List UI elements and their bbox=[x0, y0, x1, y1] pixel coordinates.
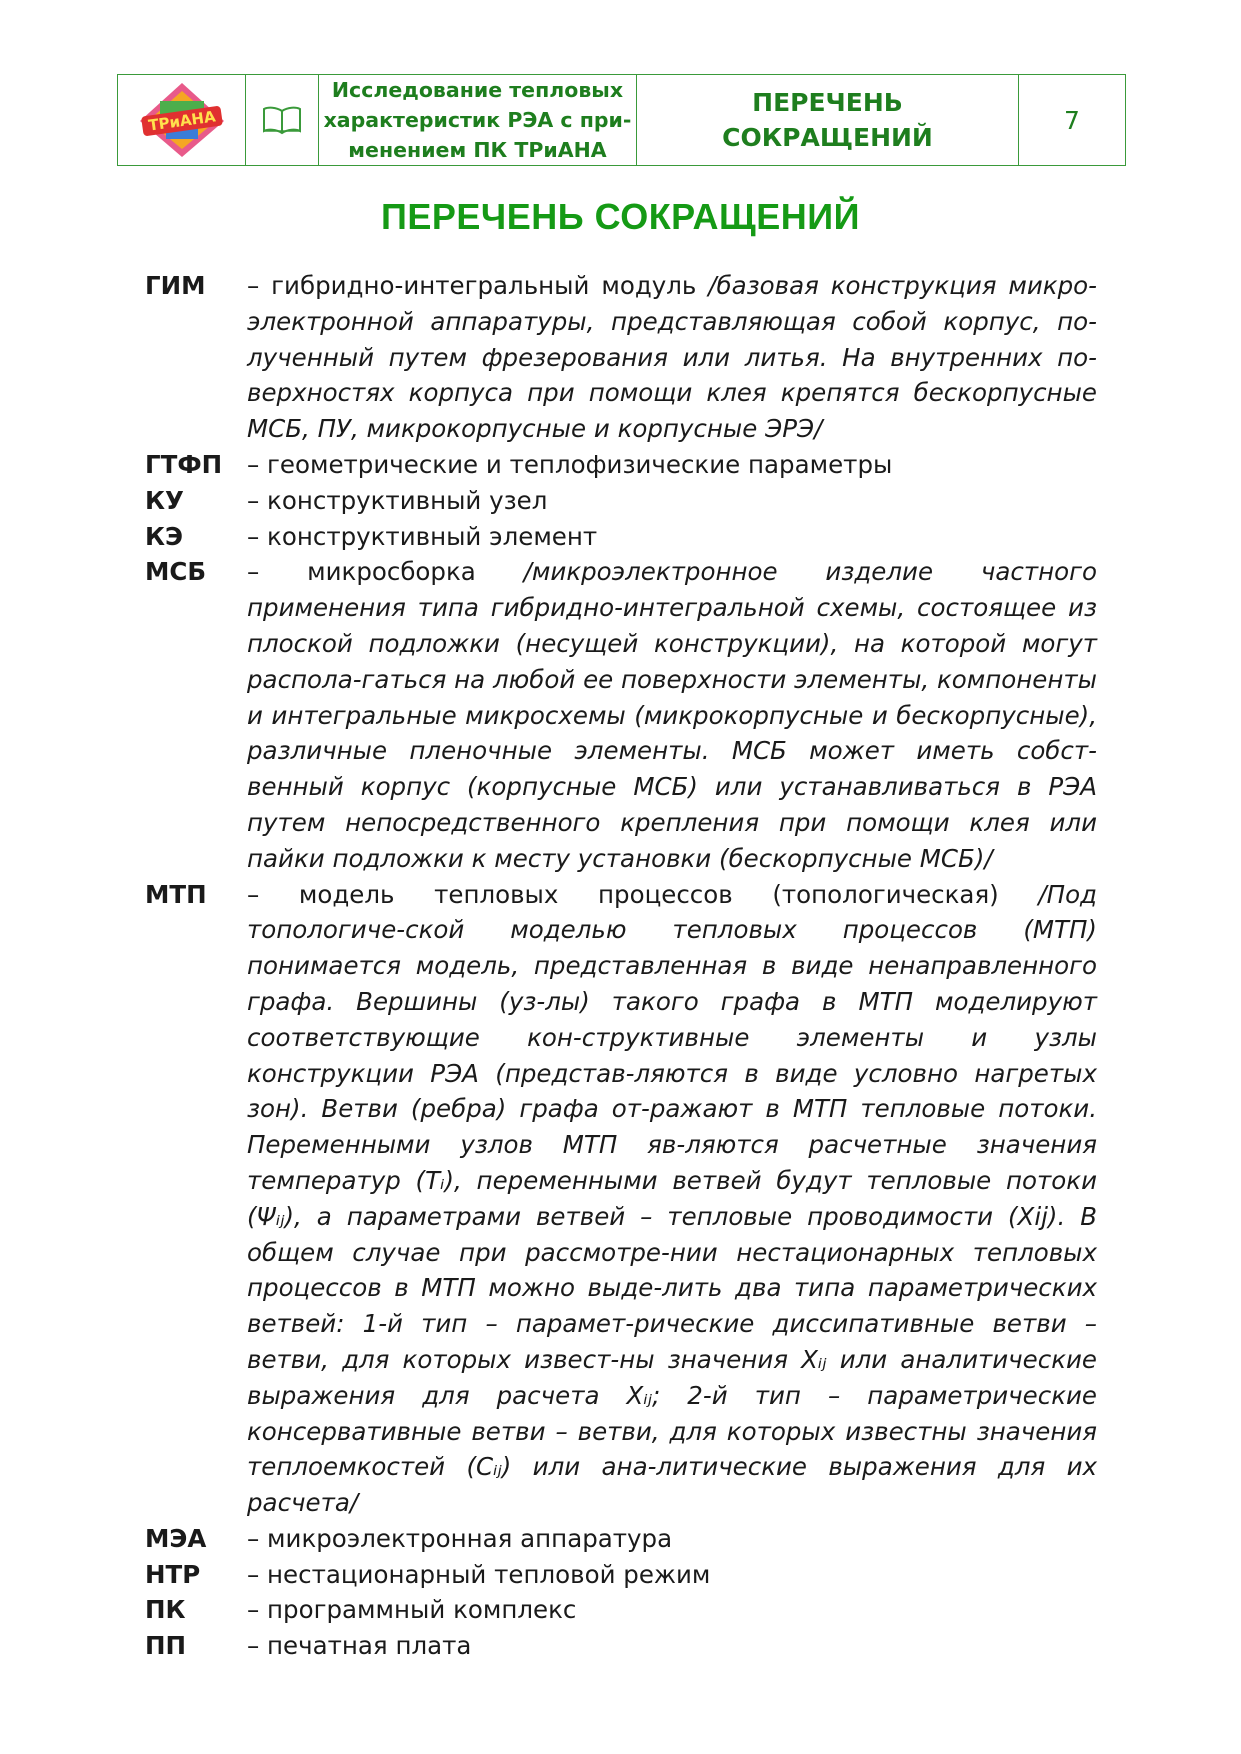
section-title-line: СОКРАЩЕНИЙ bbox=[722, 123, 933, 152]
abbreviation: МЭА bbox=[145, 1523, 207, 1553]
definition-text: – печатная плата bbox=[247, 1631, 472, 1661]
definition-text: – программный комплекс bbox=[247, 1595, 577, 1625]
definition bbox=[247, 483, 1097, 519]
definition-note: /микроэлектронное изделие частного применения типа гибридно-интегральной схемы, состоящее из плоской подложки (несущей конструкции), на которой могут распола-гаться на любой ее поверхности элементы, компоненты и интегральные микросхемы (микрокорпусные и бескорпусные), различные пленочные элементы. МСБ может иметь собст-венный корпус (корпусные МСБ) или устанавливаться в РЭА путем непосредственного крепления при помощи клея или пайки подложки к месту установки (бескорпусные МСБ)/ bbox=[247, 557, 1097, 873]
list-item bbox=[145, 877, 1097, 1521]
page-header bbox=[117, 74, 1126, 166]
definition bbox=[247, 519, 1097, 555]
logo-cell bbox=[118, 75, 246, 165]
list-item bbox=[145, 1628, 1097, 1664]
list-item bbox=[145, 483, 1097, 519]
abbreviation: КЭ bbox=[145, 521, 184, 551]
abbreviation: ГТФП bbox=[145, 449, 223, 479]
definition-text: – модель тепловых процессов (топологическая) bbox=[247, 879, 1039, 909]
page-number: 7 bbox=[1064, 105, 1080, 135]
open-book-icon bbox=[262, 105, 302, 135]
list-item bbox=[145, 1592, 1097, 1628]
definition-text: – конструктивный элемент bbox=[247, 521, 598, 551]
list-item bbox=[145, 447, 1097, 483]
definition-text: – гибридно-интегральный модуль bbox=[247, 271, 709, 300]
abbreviation: МСБ bbox=[145, 557, 207, 587]
abbreviation: КУ bbox=[145, 485, 184, 515]
definition bbox=[247, 554, 1097, 876]
document-title-line: характеристик РЭА с при- bbox=[323, 108, 632, 132]
page-title: ПЕРЕЧЕНЬ СОКРАЩЕНИЙ bbox=[381, 196, 860, 237]
definition bbox=[247, 1521, 1097, 1557]
triana-logo-icon bbox=[136, 81, 228, 159]
definition-text: – конструктивный узел bbox=[247, 485, 548, 515]
document-title-line: Исследование тепловых bbox=[331, 78, 624, 102]
abbreviation: НТР bbox=[145, 1559, 201, 1589]
abbreviation-list bbox=[145, 268, 1097, 1664]
logo-text: ТРиАНА bbox=[146, 107, 217, 135]
section-title-line: ПЕРЕЧЕНЬ bbox=[752, 88, 903, 117]
abbreviation: ПК bbox=[145, 1595, 186, 1625]
abbreviation: МТП bbox=[145, 879, 207, 909]
abbreviation: ГИМ bbox=[145, 271, 206, 300]
definition bbox=[247, 1628, 1097, 1664]
definition-text: – микроэлектронная аппаратура bbox=[247, 1523, 673, 1553]
list-item bbox=[145, 519, 1097, 555]
list-item bbox=[145, 1521, 1097, 1557]
document-title bbox=[319, 75, 637, 165]
definition-note: /Под топологиче-ской моделью тепловых процессов (МТП) понимается модель, представленная в виде ненаправленного графа. Вершины (уз-лы) такого графа в МТП моделируют соответствующие кон-структивные элементы и узлы конструкции РЭА (представ-ляются в виде условно нагретых зон). Ветви (ребра) графа от-ражают в МТП тепловые потоки. Переменными узлов МТП яв-ляются расчетные значения температур (Tᵢ), переменными ветвей будут тепловые потоки (Ψᵢⱼ), а параметрами ветвей – тепловые проводимости (Xij). В общем случае при рассмотре-нии нестационарных тепловых процессов в МТП можно выде-лить два типа параметрических ветвей: 1-й тип – парамет-рические диссипативные ветви – ветви, для которых извест-ны значения Xᵢⱼ или аналитические выражения для расчета Xᵢⱼ; 2-й тип – параметрические консервативные ветви – ветви, для которых известны значения теплоемкостей (Cᵢⱼ) или ана-литические выражения для их расчета/ bbox=[247, 879, 1097, 1518]
definition-text: – микросборка bbox=[247, 557, 524, 587]
list-item bbox=[145, 554, 1097, 876]
definition bbox=[247, 447, 1097, 483]
definition-text: – геометрические и теплофизические параметры bbox=[247, 449, 893, 479]
section-title bbox=[637, 75, 1019, 165]
definition-text: – нестационарный тепловой режим bbox=[247, 1559, 711, 1589]
abbreviation: ПП bbox=[145, 1631, 187, 1661]
document-title-line: менением ПК ТРиАНА bbox=[348, 138, 607, 162]
book-cell bbox=[246, 75, 319, 165]
definition bbox=[247, 877, 1097, 1521]
definition bbox=[247, 268, 1097, 447]
definition-note: /базовая конструкция микро-электронной аппаратуры, представляющая собой корпус, по-лученный путем фрезерования или литья. На внутренних по-верхностях корпуса при помощи клея крепятся бескорпусные МСБ, ПУ, микрокорпусные и корпусные ЭРЭ/ bbox=[247, 271, 1097, 444]
definition bbox=[247, 1557, 1097, 1593]
definition bbox=[247, 1592, 1097, 1628]
list-item bbox=[145, 268, 1097, 447]
list-item bbox=[145, 1557, 1097, 1593]
